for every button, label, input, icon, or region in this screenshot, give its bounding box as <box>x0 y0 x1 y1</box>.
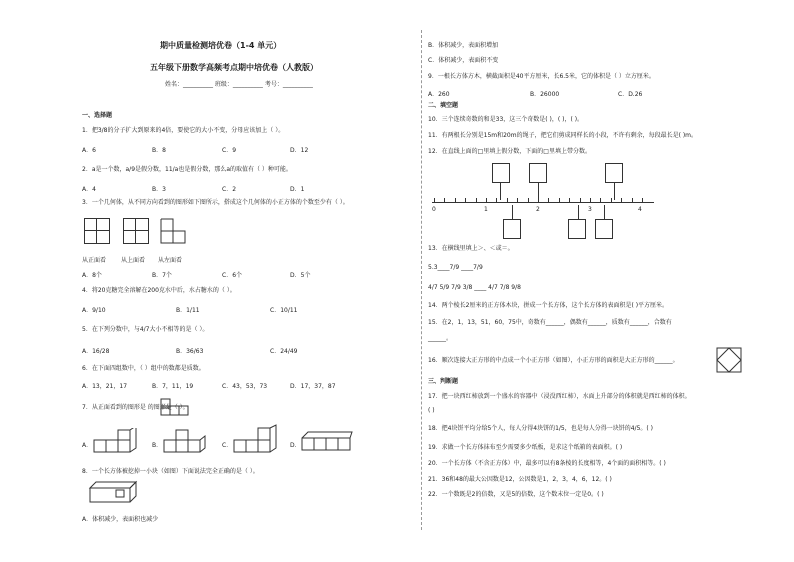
q3-front-view <box>84 218 110 244</box>
q14-text: 14．两个棱长2厘米的正方体木块，拼成一个长方体，这个长方体的表面积是( )平方厘米。 <box>428 302 669 309</box>
q6-option-c[interactable]: C．43，53，73 <box>222 383 268 390</box>
student-info-fields: 姓名：__________ 班级：__________ 考号：__________ <box>165 81 313 88</box>
q10-text: 10．三个连续奇数的和是33，这三个奇数是( )，( )，( )。 <box>428 116 584 123</box>
q11-text: 11．有两根长分别是15m和20m的绳子，把它们剪成同样长的小段，不许有剩余，每段最长是( )m。 <box>428 132 698 139</box>
column-divider <box>421 30 422 530</box>
q4-option-c[interactable]: C．10/11 <box>270 307 298 314</box>
q3-left-view <box>160 218 188 244</box>
q12-label-1: 1 <box>484 206 488 213</box>
q13-part-a: 5.3____7/9 ____7/9 <box>428 264 483 271</box>
q12-arrow-1 <box>500 183 501 200</box>
q12-tick <box>538 198 539 203</box>
q3-option-a[interactable]: A．8个 <box>82 272 102 279</box>
q8-cuboid-figure <box>88 480 138 504</box>
q2-text: 2．a是一个数，a/9是假分数，11/a也是假分数，那么a的取值有（ ）种可能。 <box>82 166 292 173</box>
q12-tick <box>496 198 497 203</box>
exam-title: 期中质量检测培优卷（1-4 单元） <box>160 41 282 50</box>
q12-label-0: 0 <box>432 206 436 213</box>
q12-tick <box>507 198 508 203</box>
q12-label-4: 4 <box>638 206 642 213</box>
q4-option-a[interactable]: A．9/10 <box>82 307 106 314</box>
q12-tick <box>621 198 622 203</box>
q7-front-view-figure <box>160 398 192 416</box>
q6-option-d[interactable]: D．17，37，87 <box>290 383 336 390</box>
q20-text: 20．一个长方体（不含正方体）中，最多可以有8条棱的长度相等，4个面的面积相等。( ) <box>428 460 666 467</box>
q12-tick <box>476 198 477 203</box>
q12-tick <box>580 198 581 203</box>
q12-arrow-4 <box>512 205 513 219</box>
q4-option-b[interactable]: B．1/11 <box>176 307 200 314</box>
q12-label-3: 3 <box>588 206 592 213</box>
q17-answer-blank[interactable]: ( ) <box>428 407 435 414</box>
q5-option-a[interactable]: A．16/28 <box>82 348 110 355</box>
q12-tick <box>590 198 591 203</box>
q7-option-d-figure <box>300 428 354 452</box>
q12-text: 12．在直线上面的□里填上假分数，下面的□里填上带分数。 <box>428 148 591 155</box>
q8-option-b[interactable]: B．体积减少，表面积增加 <box>428 42 499 49</box>
q8-option-a[interactable]: A．体积减少，表面积也减少 <box>82 516 159 523</box>
q12-tick <box>517 198 518 203</box>
q12-bottom-box-1[interactable] <box>503 219 521 239</box>
q12-arrow-3 <box>614 183 615 200</box>
q8-option-c[interactable]: C．体积减少，表面积不变 <box>428 57 499 64</box>
q12-top-box-3[interactable] <box>605 163 623 183</box>
q2-option-a[interactable]: A．4 <box>82 186 96 193</box>
q13-text: 13．在横线里填上＞、＜或＝。 <box>428 245 514 252</box>
q2-option-b[interactable]: B．3 <box>152 186 166 193</box>
q9-option-b[interactable]: B．26000 <box>530 91 560 98</box>
q7-option-a-figure <box>92 428 140 454</box>
q9-option-a[interactable]: A．260 <box>428 91 450 98</box>
q12-tick <box>642 198 643 203</box>
q7-option-c-figure <box>232 424 282 454</box>
q6-text: 6．在下面四组数中，（ ）组中的数都是质数。 <box>82 365 205 372</box>
q16-square-figure <box>716 347 742 373</box>
q1-option-d[interactable]: D．12 <box>290 147 309 154</box>
exam-subtitle: 五年级下册数学高频考点期中培优卷（人教版） <box>150 63 318 72</box>
q12-bottom-box-3[interactable] <box>595 219 613 239</box>
q12-tick <box>455 198 456 203</box>
q19-text: 19．求做一个长方体抹布至少需要多少纸板，是求这个纸箱的表面积。( ) <box>428 444 623 451</box>
q6-option-a[interactable]: A．13，21，17 <box>82 383 128 390</box>
q1-option-c[interactable]: C．9 <box>222 147 237 154</box>
q12-top-box-1[interactable] <box>492 163 510 183</box>
q9-text: 9．一根长方体方木，横截面积是40平方厘米，长6.5米，它的体积是（ ）立方厘米。 <box>428 73 655 80</box>
q12-tick <box>444 198 445 203</box>
q3-label-front: 从正面看 <box>82 257 107 264</box>
q3-text: 3．一个几何体，从不同方向看到的图形如下图所示，搭成这个几何体的小正方体的个数至少有（ ）。 <box>82 199 349 206</box>
q3-option-d[interactable]: D．5个 <box>290 272 311 279</box>
q7-option-c[interactable]: C． <box>222 442 233 449</box>
q17-text: 17．把一块西红柿放到一个盛水的容器中（浸没西红柿），水面上升部分的体积就是西红柿的体积。 <box>428 393 691 400</box>
q3-label-top: 从上面看 <box>121 257 146 264</box>
q12-tick <box>528 198 529 203</box>
q1-option-a[interactable]: A．6 <box>82 147 96 154</box>
q12-tick <box>465 198 466 203</box>
q18-text: 18．把4块饼平均分给5个人，每人分得4块饼的1/5，也是每人分得一块饼的4/5。( ) <box>428 425 653 432</box>
q12-arrow-6 <box>604 205 605 219</box>
q12-top-box-2[interactable] <box>529 163 547 183</box>
q5-text: 5．在下列分数中，与4/7大小不相等的是（ ）。 <box>82 326 209 333</box>
q7-option-a[interactable]: A． <box>82 442 93 449</box>
q6-option-b[interactable]: B．7，11，19 <box>152 383 194 390</box>
q12-label-2: 2 <box>536 206 540 213</box>
q1-text: 1．把3/8的分子扩大到原来的4倍，要使它的大小不变，分母应该加上（ ）。 <box>82 127 285 134</box>
q7-option-b-figure <box>160 426 208 454</box>
q22-text: 22．一个数既是2的倍数，又是5的倍数，这个数末位一定是0。( ) <box>428 491 604 498</box>
q5-option-b[interactable]: B．36/63 <box>176 348 204 355</box>
q3-option-b[interactable]: B．7个 <box>152 272 172 279</box>
q7-text: 7．从正面看到的图形是 的图形是（ ）。 <box>82 404 189 411</box>
q5-option-c[interactable]: C．24/49 <box>270 348 298 355</box>
q12-tick <box>548 198 549 203</box>
q21-text: 21．36和48的最大公因数是12，公因数是1，2，3，4，6，12。( ) <box>428 476 612 483</box>
q12-arrow-5 <box>578 205 579 219</box>
q12-tick <box>600 198 601 203</box>
q13-part-b: 4/7 5/9 7/9 3/8 ____ 4/7 7/8 9/8 <box>428 284 521 291</box>
q1-option-b[interactable]: B．8 <box>152 147 166 154</box>
q15-text: 15．在2，1，13，51，60，75中，奇数有______，偶数有______，质数有______，合数有 <box>428 319 672 326</box>
q16-text: 16．顺次连接大正方形的中点成一个小正方形（如图），小正方形的面积是大正方形的______。 <box>428 357 679 364</box>
q8-text: 8．一个长方体被挖掉一小块（如图）下面说法完全正确的是（ ）。 <box>82 468 259 475</box>
q12-tick <box>569 198 570 203</box>
q3-label-left: 从左面看 <box>158 257 183 264</box>
q12-tick <box>486 198 487 203</box>
q12-tick <box>632 198 633 203</box>
q9-option-c[interactable]: C．D.26 <box>618 91 643 98</box>
q7-option-b[interactable]: B． <box>152 442 163 449</box>
q12-tick <box>559 198 560 203</box>
q3-top-view <box>123 218 149 244</box>
q7-option-d[interactable]: D． <box>290 442 301 449</box>
q12-tick <box>434 198 435 203</box>
q2-option-c[interactable]: C．2 <box>222 186 237 193</box>
q3-option-c[interactable]: C．6个 <box>222 272 243 279</box>
q12-tick <box>611 198 612 203</box>
section-choice: 一、选择题 <box>82 112 113 119</box>
q2-option-d[interactable]: D．1 <box>290 186 305 193</box>
section-true-false: 三、判断题 <box>428 378 459 385</box>
q15-text-cont: ______。 <box>428 335 453 342</box>
q12-bottom-box-2[interactable] <box>568 219 586 239</box>
q4-text: 4．将20克糖完全溶解在200克水中后，水占糖水的（ ）。 <box>82 287 236 294</box>
section-fill-blank: 二、填空题 <box>428 102 459 109</box>
